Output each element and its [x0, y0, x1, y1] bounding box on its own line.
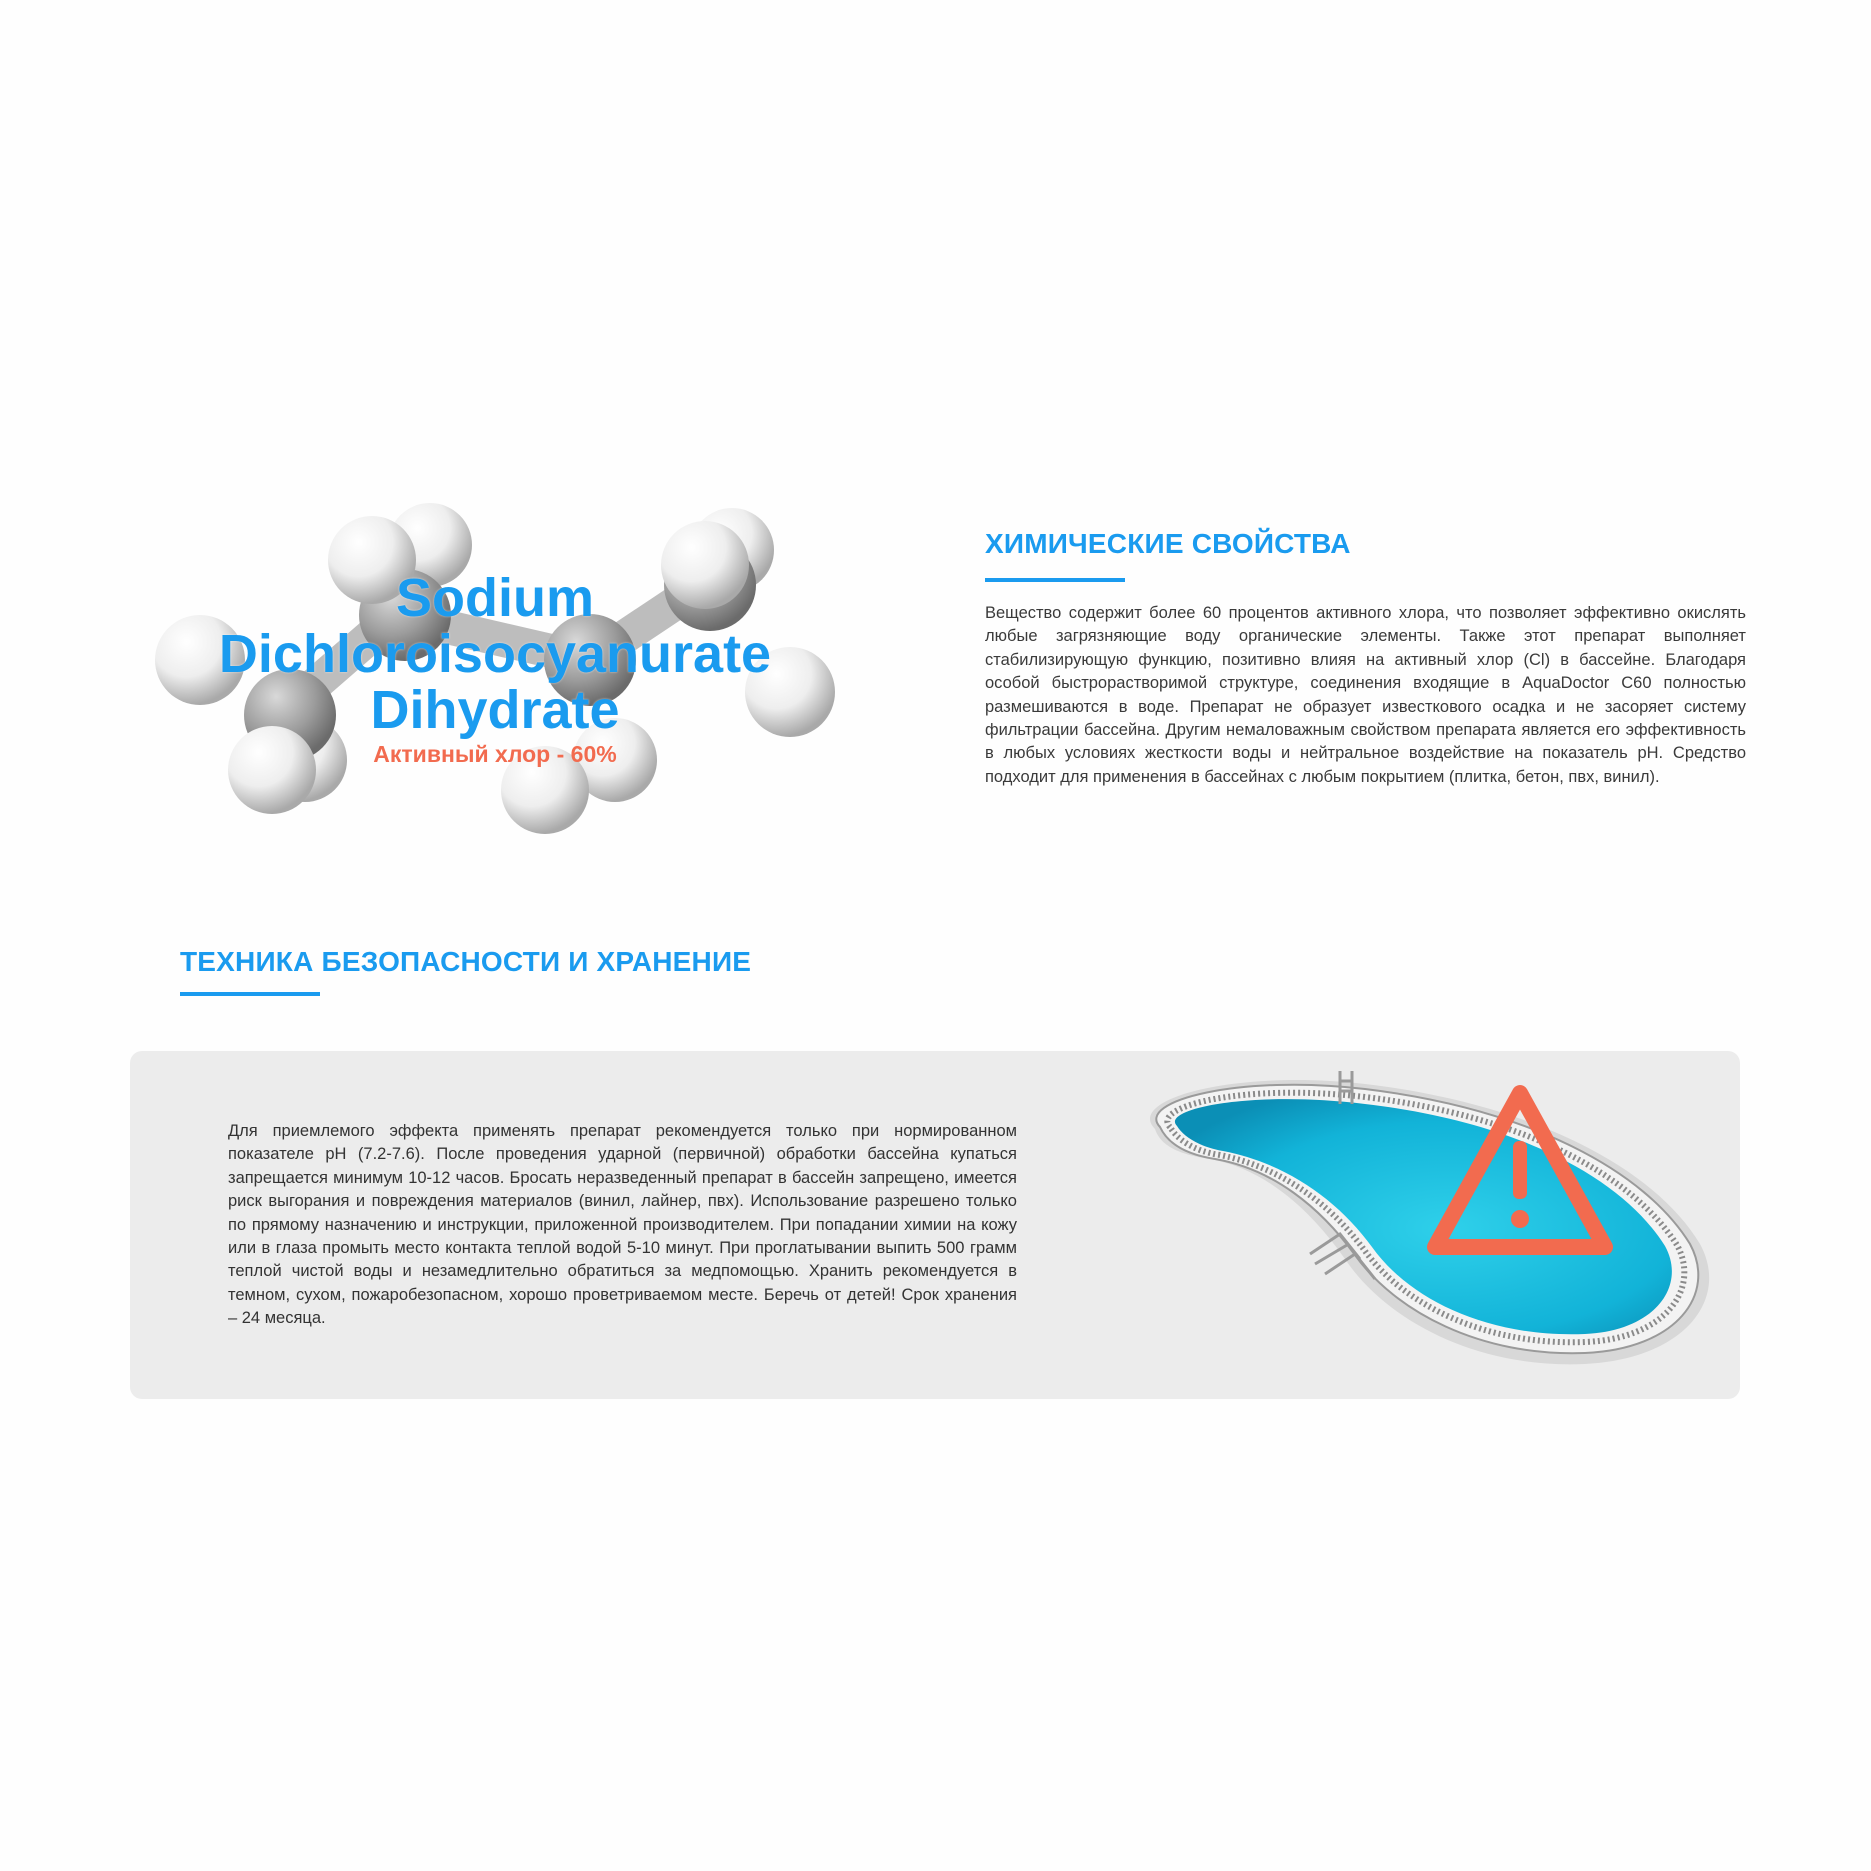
heading-underline — [180, 992, 320, 996]
compound-name-line3: Dihydrate — [370, 680, 620, 740]
chemical-properties-section — [985, 528, 1746, 789]
safety-heading-block — [180, 946, 751, 996]
heading-underline — [985, 578, 1125, 582]
compound-title-block — [150, 570, 840, 768]
compound-name-line2: Dichloroisocyanurate — [218, 624, 772, 684]
swimming-pool-icon — [1115, 1059, 1735, 1399]
chemical-properties-text: Вещество содержит более 60 процентов активного хлора, что позволяет эффективно окислять любые загрязняющие воду органические элементы. Также этот препарат выполняет стабилизирующую функцию, позитивно влияя на активный хлор (Cl) в бассейне. Благодаря особой быстрорастворимой структуре, соединения входящие в AquaDoctor C60 полностью размешиваются в воде. Препарат не образует известкового осадка и не засоряет систему фильтрации бассейна. Другим немаловажным свойством препарата является его эффективность в любых условиях жесткости воды и нейтральное воздействие на показатель pH. Средство подходит для применения в бассейнах с любым покрытием (плитка, бетон, пвх, винил). — [985, 604, 1746, 786]
safety-card — [130, 1051, 1740, 1399]
safety-text: Для приемлемого эффекта применять препарат рекомендуется только при нормированном показателе pH (7.2-7.6). После проведения ударной (первичной) обработки бассейна купаться запрещается минимум 10-12 часов. Бросать неразведенный препарат в бассейн запрещено, имеется риск выгорания и повреждения материалов (винил, лайнер, пвх). Использование разрешено только по прямому назначению и инструкции, приложенной производителем. При попадании химии на кожу или в глаза промыть место контакта теплой водой 5-10 минут. При проглатывании выпить 500 грамм теплой чистой воды и незамедлительно обратиться за медпомощью. Хранить рекомендуется в темном, сухом, пожаробезопасном, хорошо проветриваемом месте. Беречь от детей! Срок хранения – 24 месяца. — [228, 1122, 1017, 1328]
safety-heading: ТЕХНИКА БЕЗОПАСНОСТИ И ХРАНЕНИЕ — [180, 946, 752, 977]
active-chlorine-label: Активный хлор - 60% — [373, 741, 617, 767]
pool-illustration — [1115, 1059, 1735, 1399]
chemical-properties-heading: ХИМИЧЕСКИЕ СВОЙСТВА — [985, 528, 1351, 559]
compound-name-line1: Sodium — [396, 568, 594, 628]
